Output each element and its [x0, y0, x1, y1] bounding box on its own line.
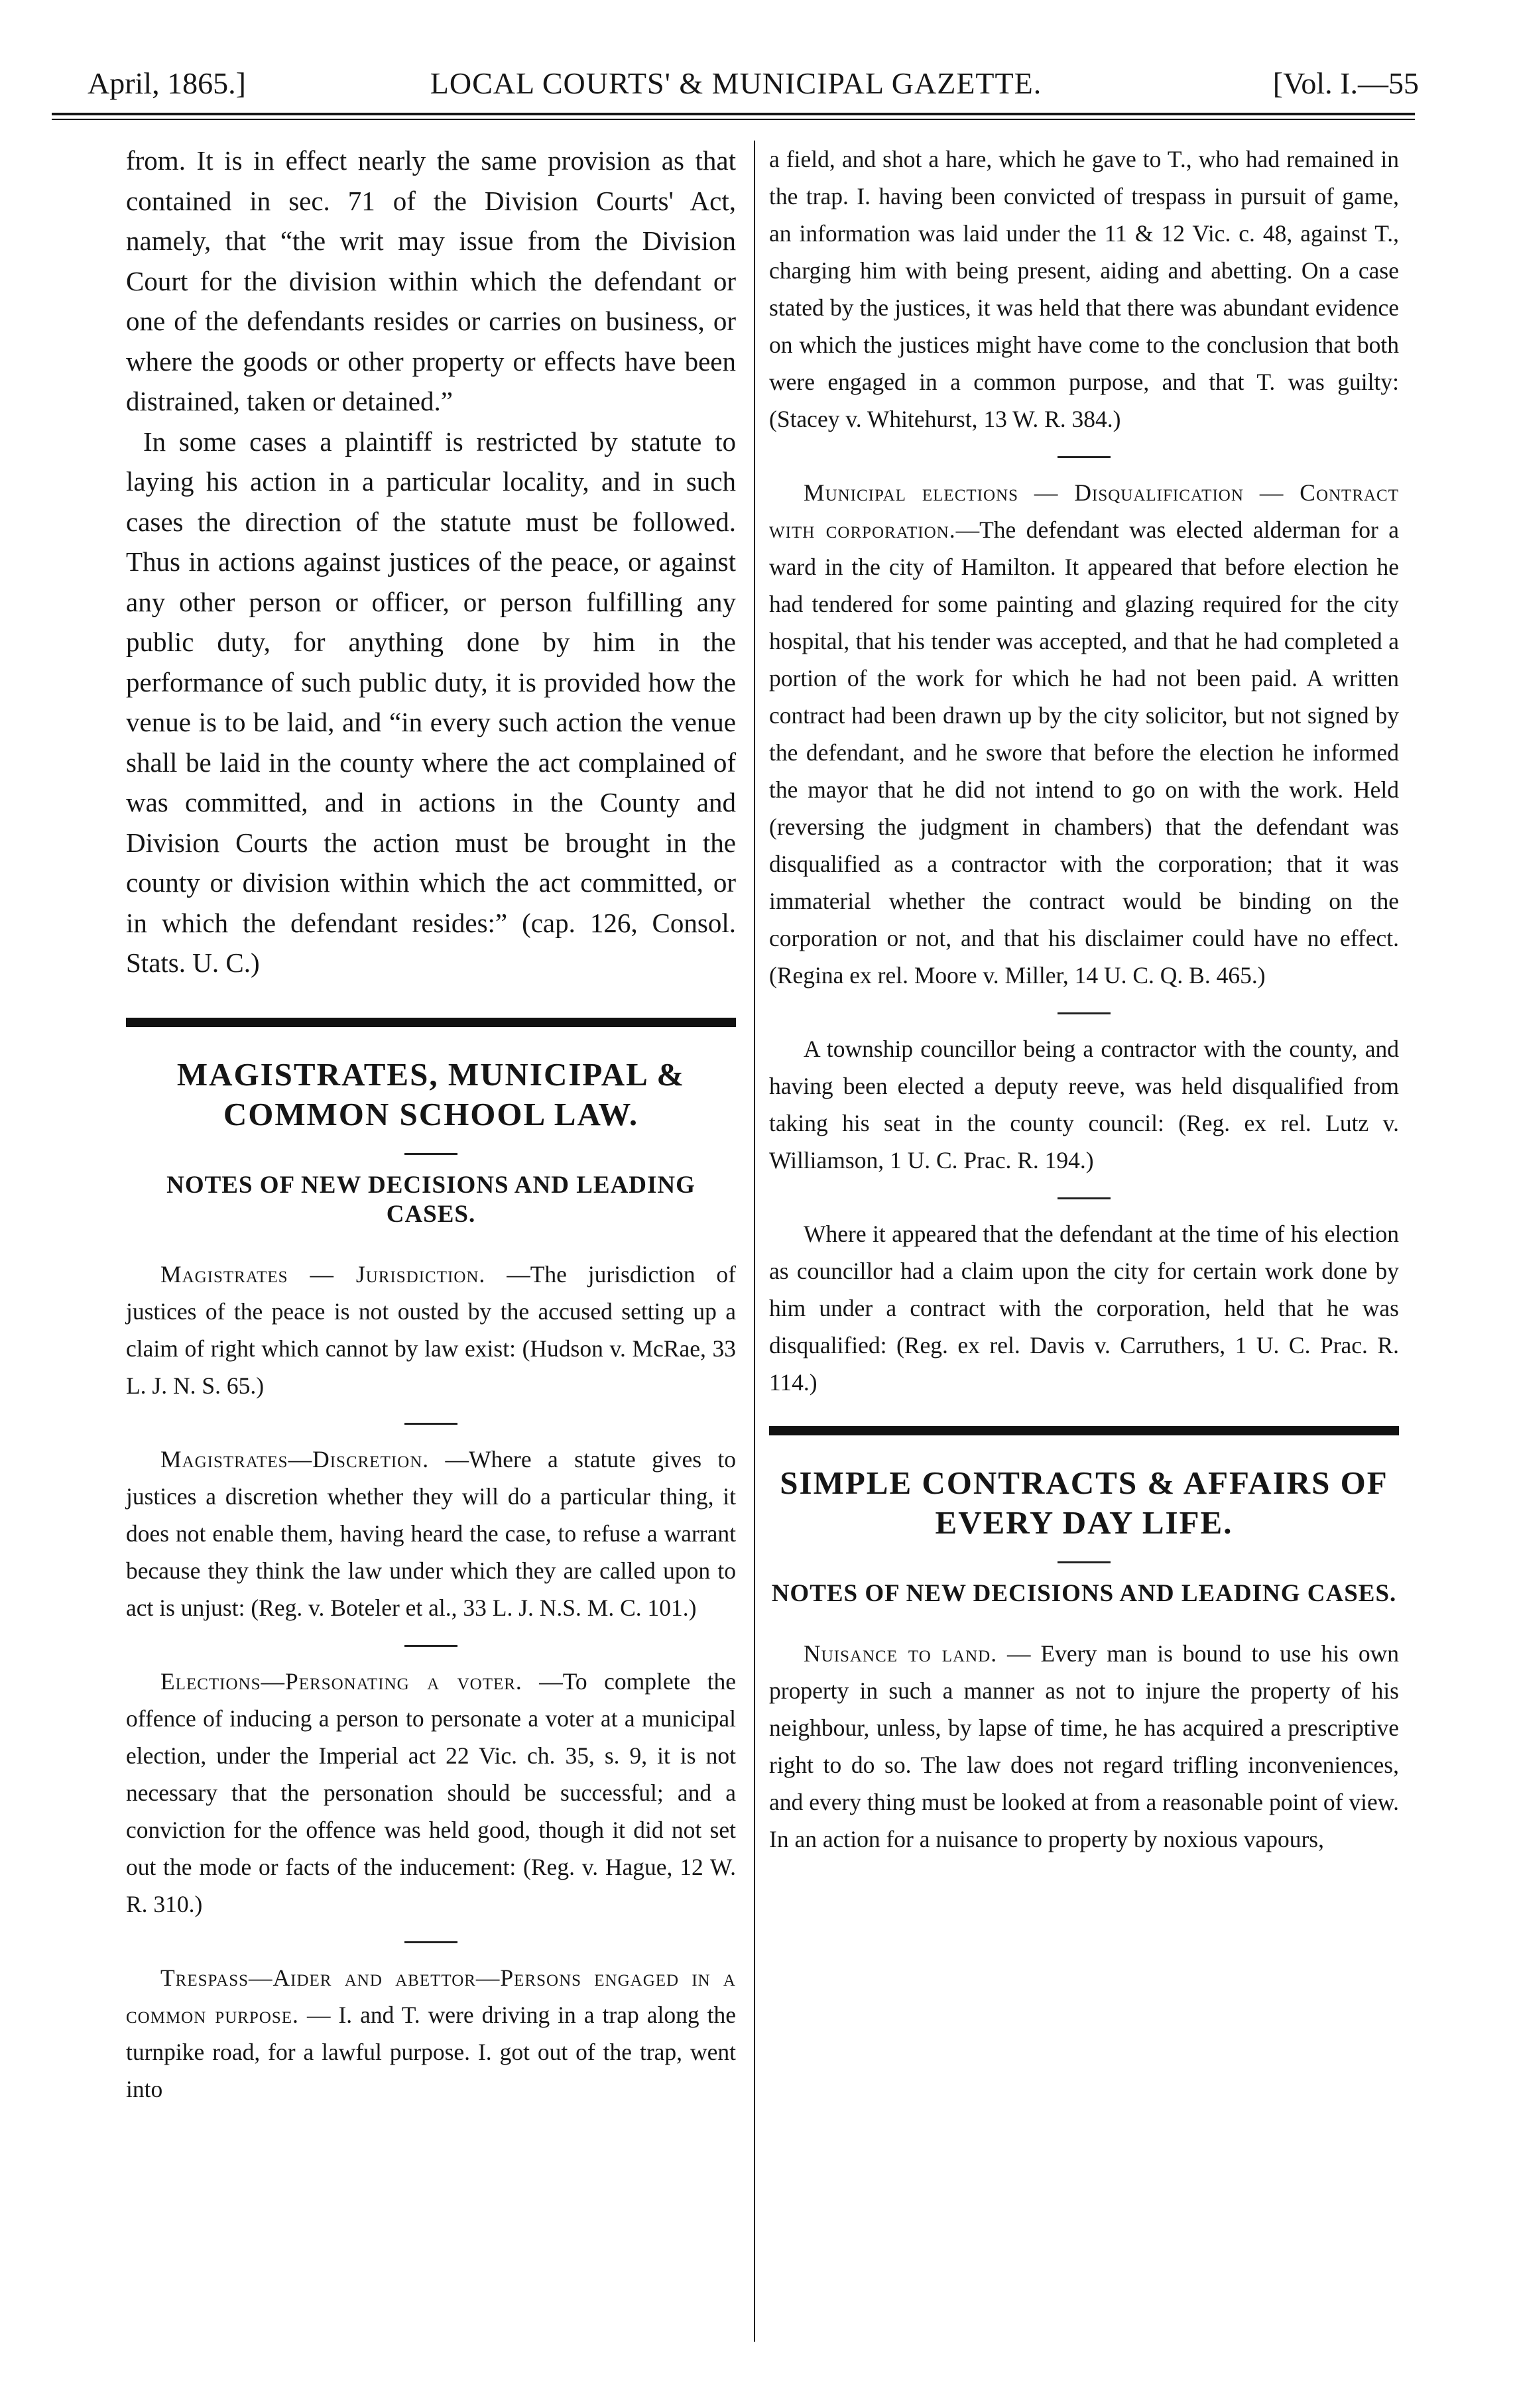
case-note [126, 1663, 736, 1923]
short-rule [404, 1423, 457, 1425]
note-text: —Where a statute gives to justices a discretion whether they will do a particular thing, it does not enable them, having heard the case, to refuse a warrant because they think the law under which they are called upon to act is unjust: (Reg. v. Boteler et al., 33 L. J. N.S. M. C. 101.) [126, 1445, 736, 1621]
volume-page: [Vol. I.—55 [1272, 66, 1419, 100]
short-rule [1058, 1197, 1111, 1199]
section-rule [126, 1018, 736, 1027]
note-heading: Nuisance to land. [804, 1640, 998, 1667]
right-column [769, 141, 1399, 1858]
section-title: MAGISTRATES, MUNICIPAL & COMMON SCHOOL LAW. [176, 1055, 686, 1132]
header-rule-thick [52, 113, 1415, 115]
case-note [126, 1441, 736, 1626]
short-rule [1058, 456, 1111, 458]
case-note [769, 474, 1399, 994]
column-divider [754, 141, 755, 2342]
case-note [126, 1256, 736, 1404]
note-text: —The jurisdiction of justices of the peace is not ousted by the accused setting up a claim of right which cannot by law exist: (Hudson v. McRae, 33 L. J. N. S. 65.) [126, 1260, 736, 1399]
case-note [769, 1635, 1399, 1858]
short-rule [404, 1153, 457, 1155]
note-heading: Municipal elections — Disqualification — Contract with corporation. [769, 479, 1399, 543]
note-heading: Magistrates—Discretion. [160, 1445, 430, 1473]
note-heading: Elections—Personating a voter. [160, 1667, 522, 1695]
note-heading: Magistrates — Jurisdiction. [160, 1260, 486, 1288]
left-column [126, 141, 736, 2108]
note-text: — I. and T. were driving in a trap along the turnpike road, for a lawful purpose. I. got out of the trap, went into [126, 2001, 736, 2102]
publication-title: LOCAL COURTS' & MUNICIPAL GAZETTE. [430, 66, 1042, 100]
case-note [126, 1959, 736, 2108]
case-note-continued: a field, and shot a hare, which he gave to T., who had remained in the trap. I. having been convicted of trespass in pursuit of game, an information was laid under the 11 & 12 Vic. c. 48, against T., charging him with being present, aiding and abetting. On a case stated by the justices, it was held that there was abundant evidence on which the justices might have come to the conclusion that both were engaged in a common purpose, and that T. was guilty: (Stacey v. Whitehurst, 13 W. R. 384.) [769, 146, 1399, 432]
case-note: Where it appeared that the defendant at the time of his election as councillor had a claim upon the city for certain work done by him under a contract with the corporation, held that he was disqualified: (Reg. ex rel. Davis v. Carruthers, 1 U. C. Prac. R. 114.) [769, 1221, 1399, 1396]
short-rule [404, 1941, 457, 1943]
section-title: SIMPLE CONTRACTS & AFFAIRS OF EVERY DAY LIFE. [780, 1465, 1388, 1541]
body-paragraph: from. It is in effect nearly the same provision as that contained in sec. 71 of the Division Courts' Act, namely, that “the writ may issue from the Division Court for the division within which the defendant or one of the defendants resides or carries on business, or where the goods or other property or effects have been distrained, taken or detained.” [126, 145, 736, 416]
note-text: — Every man is bound to use his own property in such a manner as not to injure the property of his neighbour, unless, by lapse of time, he has acquired a prescriptive right to do so. The law does not regard trifling inconveniences, and every thing must be looked at from a reasonable point of view. In an action for a nuisance to property by noxious vapours, [769, 1640, 1399, 1852]
short-rule [1058, 1012, 1111, 1014]
section-rule [769, 1426, 1399, 1435]
page-header [46, 64, 1425, 110]
note-text: —To complete the offence of inducing a person to personate a voter at a municipal election, under the Imperial act 22 Vic. ch. 35, s. 9, it is not necessary that the personation should be successful; and a conviction for the offence was held good, though it did not set out the mode or facts of the inducement: (Reg. v. Hague, 12 W. R. 310.) [126, 1667, 736, 1917]
sub-title: NOTES OF NEW DECISIONS AND LEADING CASES. [771, 1580, 1397, 1607]
header-rule-thin [52, 119, 1415, 120]
note-heading: Trespass—Aider and abettor—Persons engaged in a common purpose. [126, 1964, 736, 2028]
body-paragraph: In some cases a plaintiff is restricted by statute to laying his action in a particular locality, and in such cases the direction of the statute must be followed. Thus in actions against justices of the peace, or against any other person or officer, or person fulfilling any public duty, for anything done by him in the performance of such public duty, it is provided how the venue is to be laid, and “in every such action the venue shall be laid in the county where the act complained of was committed, and in actions in the County and Division Courts the action must be brought in the county or division within which the act committed, or in which the defendant resides:” (cap. 126, Consol. Stats. U. C.) [126, 426, 736, 978]
short-rule [404, 1645, 457, 1647]
short-rule [1058, 1561, 1111, 1563]
case-note: A township councillor being a contractor with the county, and having been elected a deputy reeve, was held disqualified from taking his seat in the county council: (Reg. ex rel. Lutz v. Williamson, 1 U. C. Prac. R. 194.) [769, 1036, 1399, 1174]
note-text: —The defendant was elected alderman for a ward in the city of Hamilton. It appeared that before election he had tendered for some painting and glazing required for the city hospital, that his tender was accepted, and that he had completed a portion of the work for which he had not been paid. A written contract had been drawn up by the city solicitor, but not signed by the defendant, and he swore that before the election he informed the mayor that he did not intend to go on with the work. Held (reversing the judgment in chambers) that the defendant was disqualified as a contractor with the corporation; that it was immaterial whether the contract would be binding on the corporation or not, and that his disclaimer could have no effect. (Regina ex rel. Moore v. Miller, 14 U. C. Q. B. 465.) [769, 516, 1399, 989]
sub-title: NOTES OF NEW DECISIONS AND LEADING CASES. [166, 1171, 696, 1228]
issue-date: April, 1865.] [88, 66, 246, 100]
